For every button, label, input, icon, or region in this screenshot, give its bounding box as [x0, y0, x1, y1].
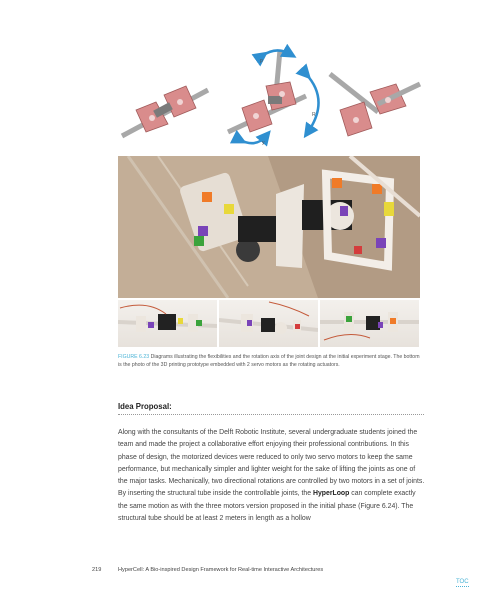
figure-caption-text: Diagrams illustrating the flexibilities and the rotation axis of the joint design at the initial experiment stage. The bottom is the photo of the 3D printing prototype embedded with 2 servo motors as the rotating actuators. — [118, 354, 420, 368]
figure-label: FIGURE 6.23 — [118, 354, 150, 360]
toc-link[interactable]: TOC — [456, 579, 469, 585]
section-divider — [118, 414, 424, 415]
running-title: HyperCell: A Bio-inspired Design Framework for Real-time Interactive Architectures — [118, 567, 324, 573]
axis-label-y: y — [262, 140, 265, 146]
joint-assembly-left — [122, 86, 208, 136]
page-number: 219 — [92, 567, 102, 573]
joint-assembly-right — [330, 74, 420, 136]
body-emphasis-hyperloop: HyperLoop — [312, 490, 350, 498]
prototype-photo-small-3 — [320, 300, 419, 347]
prototype-photo-small-1 — [118, 300, 217, 347]
body-text-part2: can complete exactly the same motion as with the three motors version proposed in the initial phase (Figure 6.24). The structural tube should be at least 2 meters in length as a hollow — [118, 490, 416, 523]
body-text-part1: Along with the consultants of the Delft Robotic Institute, several undergraduate students joined the team and made the project a collaborative effort enjoying their professional contributions. In this phase of design, the motorized devices were reduced to only two servo motors to keep the same performance, but mechanically simpler and lighter weight for the sake of lifting the joints as one of the major tasks. Mechanically, two directional rotations are controlled by two motors in a set of joints. By inserting the structural tube inside the controllable joints, the — [118, 429, 425, 498]
prototype-photo — [118, 156, 420, 298]
figure-caption — [118, 353, 420, 369]
body-paragraph — [118, 427, 426, 525]
prototype-photo-small-2 — [219, 300, 318, 347]
section-heading: Idea Proposal: — [118, 402, 172, 411]
joint-rotation-diagram — [116, 40, 422, 152]
axis-label-r: R — [312, 112, 316, 118]
joint-assembly-center — [228, 50, 319, 143]
axis-label-p: p — [260, 58, 263, 64]
